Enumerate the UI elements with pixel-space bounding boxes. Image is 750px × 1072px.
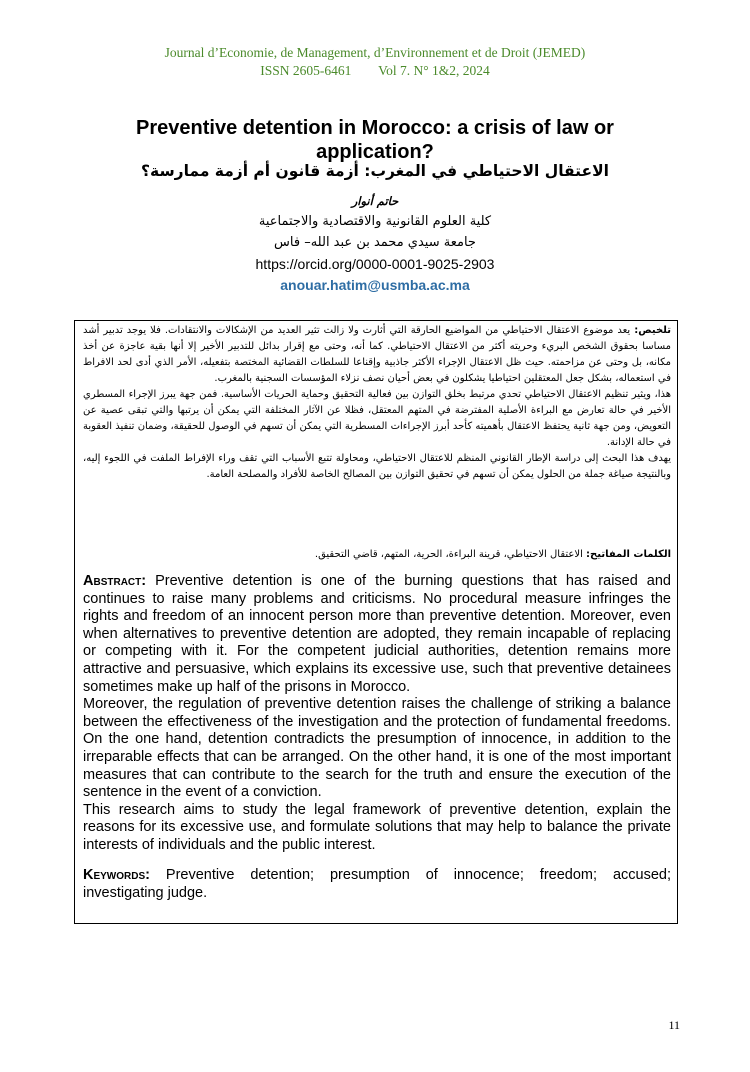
- keywords-arabic-label: الكلمات المفاتيح:: [586, 549, 671, 560]
- keywords-arabic-text: الاعتقال الاحتياطي، قرينة البراءة، الحرية، المتهم، قاضي التحقيق.: [314, 549, 583, 560]
- abstract-arabic-label: تلخيص:: [634, 325, 671, 336]
- paper-title-english: Preventive detention in Morocco: a crisis of law or application?: [136, 117, 614, 163]
- keywords-english: [83, 867, 671, 902]
- journal-issn-volume: ISSN 2605-6461 Vol 7. N° 1&2, 2024: [260, 63, 490, 78]
- page-number: 11: [668, 1018, 680, 1032]
- journal-name: Journal d’Economie, de Management, d’Environnement et de Droit (JEMED): [164, 45, 586, 60]
- abstract-arabic-p1-text: يعد موضوع الاعتقال الاحتياطي من المواضيع الحارقة التي أثارت ولا زالت تثير العديد من الإشكالات والانتقادات. فلا يوجد تدبير أشد مساسا بحقوق الشخص البريء وحريته أكثر من الاعتقال الاحتياطي. كما أنه، وحتى مع إقرار بدائل للتدبير الأخير إلا أنها بقية عاجزة عن أخذ مكانه، بل وحتى عن مزاحمته. حيث ظل الاعتقال الإجراء الأكثر جاذبية وإقناعا للسلطات القضائية المختصة بتفعيله، الأمر الذي أدى لحد الافراط في استعماله، بشكل جعل المعتقلين احتياطيا يشكلون في بعض أحيان نصف نزلاء المؤسسات السجنية بالمغرب.: [83, 325, 671, 384]
- abstract-box: [74, 320, 678, 924]
- author-orcid-link[interactable]: https://orcid.org/0000-0001-9025-2903: [255, 256, 495, 272]
- abstract-english: [83, 573, 671, 855]
- author-faculty: كلية العلوم القانونية والاقتصادية والاجتماعية: [258, 214, 492, 229]
- author-university: جامعة سيدي محمد بن عبد الله– فاس: [274, 235, 476, 250]
- keywords-english-label: Keywords:: [83, 867, 150, 883]
- abstract-arabic-p2: هذا، ويثير تنظيم الاعتقال الاحتياطي تحدي مرتبط بخلق التوازن بين فعالية التحقيق وحماية الحريات الأساسية. فمن جهة يبرز الإجراء المسطري الأخير في حالة تعارض مع البراءة الأصلية المفترضة في المتهم المعتقل، فظلا عن الآثار المختلفة التي يمكن أن يرتبها والتي تبقى عصية عن التعويض، ومن جهة ثانية يحتفظ الاعتقال بأهميته كأحد أبرز الإجراءات المسطرية التي يمكن أن تسهم في الوصول للحقيقة، وضمان تنفيذ العقوبة في حالة الإدانة.: [83, 389, 671, 448]
- keywords-english-text: Preventive detention; presumption of innocence; freedom; accused; investigating judge.: [83, 867, 671, 901]
- abstract-arabic-p1: [83, 323, 671, 387]
- author-name: حاتم أنوار: [351, 194, 399, 208]
- author-email-link[interactable]: anouar.hatim@usmba.ac.ma: [280, 277, 470, 293]
- abstract-english-p3: This research aims to study the legal framework of preventive detention, explain the reasons for its excessive use, and formulate solutions that may help to balance the private interests of individuals and the public interest.: [83, 801, 671, 853]
- abstract-english-label: Abstract:: [83, 573, 147, 589]
- abstract-english-p1-text: Preventive detention is one of the burning questions that has raised and continues to raise many problems and criticisms. No procedural measure infringes the rights and freedom of an innocent person more than preventive detention. Moreover, even when alternatives to preventive detention are adopted, they remain incapable of replacing or competing with it. For the competent judicial authorities, detention remains more attractive and persuasive, which explains its excessive use, such that preventive detainees sometimes make up half of the prisons in Morocco.: [83, 573, 671, 695]
- abstract-english-p2: Moreover, the regulation of preventive detention raises the challenge of striking a balance between the effectiveness of the investigation and the protection of fundamental freedoms. On the one hand, detention contradicts the presumption of innocence, in addition to the irreparable effects that can be arranged. On the other hand, it is one of the most important measures that can contribute to the search for the truth and ensure the execution of the sentence in the event of a conviction.: [83, 696, 671, 801]
- journal-header: [0, 44, 750, 80]
- abstract-arabic-p3: يهدف هذا البحث إلى دراسة الإطار القانوني المنظم للاعتقال الاحتياطي، ومحاولة تتبع الأسباب التي تقف وراء الإفراط الملفت في اللجوء إليه، وبالنتيجة صياغة جملة من الحلول يمكن أن تسهم في تحقيق التوازن بين المصالح الخاصة للأفراد والمصلحة العامة.: [83, 453, 671, 480]
- paper-title-arabic: الاعتقال الاحتياطي في المغرب: أزمة قانون أم أزمة ممارسة؟: [141, 162, 609, 180]
- keywords-arabic: [83, 547, 671, 563]
- abstract-arabic: [83, 323, 671, 483]
- abstract-english-p1: [83, 573, 671, 696]
